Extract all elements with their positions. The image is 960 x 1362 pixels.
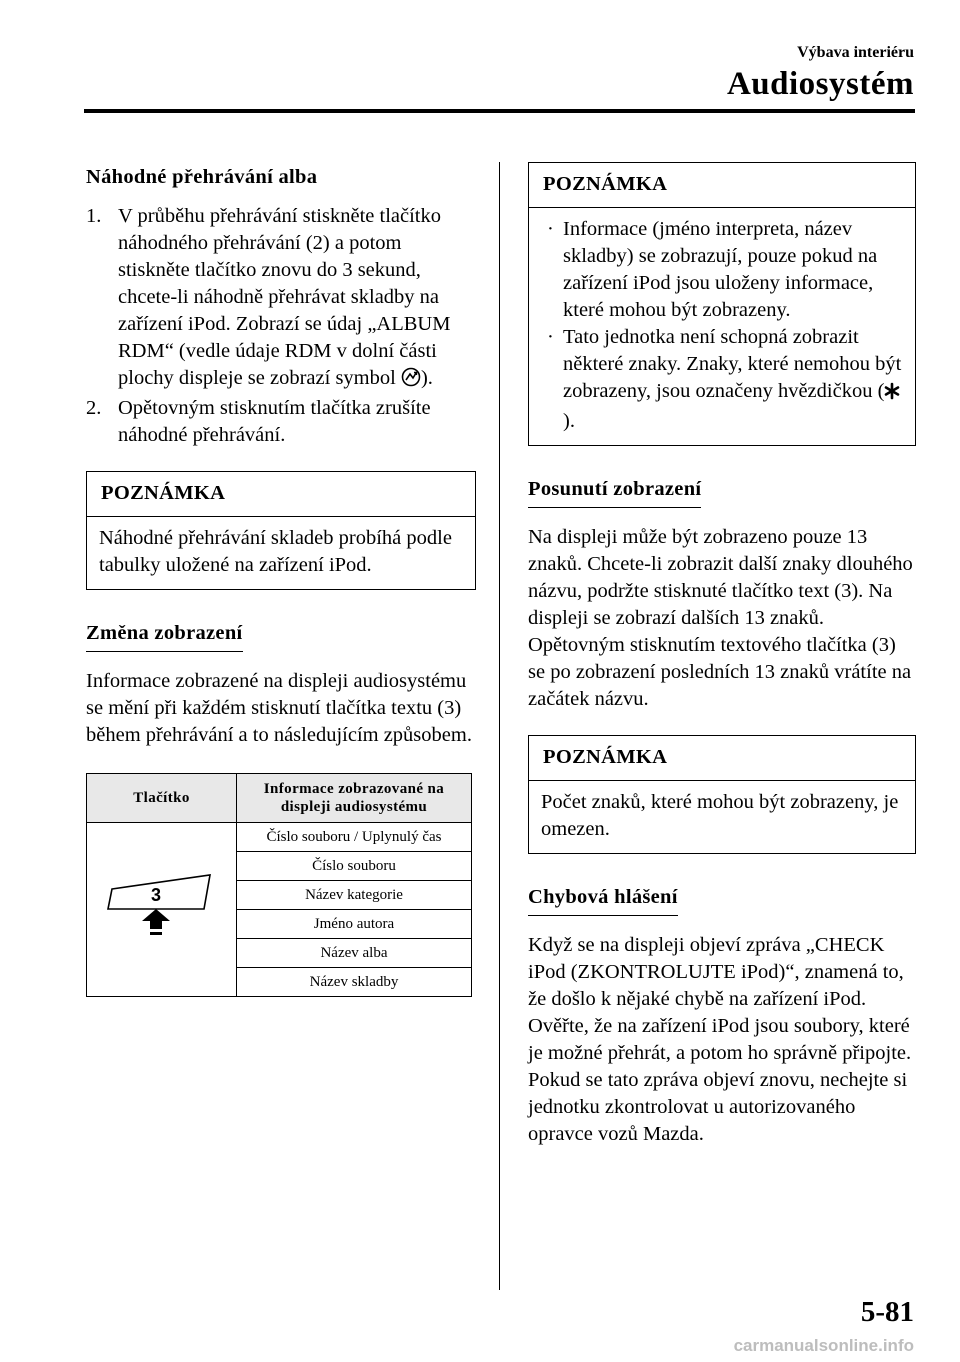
button-label: 3: [150, 885, 161, 905]
note-item: [541, 324, 903, 435]
note-box-chars: [528, 735, 916, 854]
random-symbol-icon: [401, 367, 421, 395]
display-change-text: Informace zobrazené na displeji audiosystému se mění při každém stisknutí tlačítka textu (3) během přehrávání a to následujícím způsobem.: [86, 670, 472, 746]
left-column: [86, 164, 476, 997]
step-text: Opětovným stisknutím tlačítka zrušíte náhodné přehrávání.: [118, 397, 431, 446]
table-cell: Jméno autora: [237, 910, 472, 939]
table-cell: Číslo souboru: [237, 852, 472, 881]
right-column: [528, 164, 916, 1148]
table-header-button: Tlačítko: [87, 774, 237, 823]
note-box-random: [86, 471, 476, 590]
step-1: [86, 203, 476, 395]
step-2: [86, 395, 476, 449]
random-album-heading: Náhodné přehrávání alba: [86, 166, 318, 188]
page-title: Audiosystém: [726, 66, 914, 102]
step-number: 1.: [86, 205, 102, 227]
error-heading: Chybová hlášení: [528, 884, 678, 916]
text-button-3-icon: [106, 871, 218, 943]
display-change-heading: Změna zobrazení: [86, 620, 243, 652]
note-text: Počet znaků, které mohou být zobrazeny, je omezen.: [541, 791, 899, 840]
section-label: Výbava interiéru: [797, 44, 914, 61]
note-item-text-end: ).: [563, 410, 575, 432]
table-row: [87, 823, 472, 852]
step-text: V průběhu přehrávání stiskněte tlačítko náhodného přehrávání (2) a potom stiskněte tlačítko znovu do 3 sekund, chcete-li náhodně přehrávat skladby na zařízení iPod. Zobrazí se údaj „ALBUM RDM“ (vedle údaje RDM v dolní části plochy displeje se zobrazí symbol: [118, 205, 451, 389]
step-number: 2.: [86, 397, 102, 419]
note-body: [529, 208, 915, 445]
table-cell: Název kategorie: [237, 881, 472, 910]
header-rule: [84, 109, 915, 113]
bullet: ·: [547, 218, 554, 240]
note-title: POZNÁMKA: [529, 163, 915, 208]
error-text: Když se na displeji objeví zpráva „CHECK iPod (ZKONTROLUJTE iPod)“, znamená to, že došlo k nějaké chybě na zařízení iPod. Ověřte, že na zařízení iPod jsou soubory, které je možné přehrát, a potom ho správně připojte. Pokud se tato zpráva objeví znovu, nechejte si jednotku zkontrolovat u autorizovaného opravce vozů Mazda.: [528, 934, 912, 1145]
note-item: [541, 216, 903, 324]
page-number: 5-81: [860, 1296, 914, 1328]
table-header-info: Informace zobrazované na displeji audiosystému: [237, 774, 472, 823]
scroll-heading: Posunutí zobrazení: [528, 476, 701, 508]
note-item-text: Tato jednotka není schopná zobrazit některé znaky. Znaky, které nemohou být zobrazeny, jsou označeny hvězdičkou (: [563, 326, 902, 402]
note-title: POZNÁMKA: [529, 736, 915, 781]
display-info-table: [86, 773, 472, 997]
table-cell: Název skladby: [237, 968, 472, 997]
table-cell: Název alba: [237, 939, 472, 968]
text-button-cell: [87, 823, 237, 997]
note-title: POZNÁMKA: [87, 472, 475, 517]
bullet: ·: [547, 326, 554, 348]
note-box-display: [528, 162, 916, 446]
step-text-end: ).: [420, 367, 433, 389]
asterisk-icon: [884, 381, 900, 408]
note-item-text: Informace (jméno interpreta, název skladby) se zobrazují, pouze pokud na zařízení iPod jsou uloženy informace, které mohou být zobrazeny.: [563, 218, 878, 321]
column-divider: [499, 162, 500, 1290]
scroll-text: Na displeji může být zobrazeno pouze 13 znaků. Chcete-li zobrazit další znaky dlouhého názvu, podržte stisknuté tlačítko text (3). Na displeji se zobrazí dalších 13 znaků. Opětovným stisknutím textového tlačítka (3) se po zobrazení posledních 13 znaků vrátíte na začátek názvu.: [528, 526, 913, 710]
table-cell: Číslo souboru / Uplynulý čas: [237, 823, 472, 852]
random-album-steps: [86, 203, 476, 449]
watermark: carmanualsonline.info: [733, 1336, 914, 1355]
note-text: Náhodné přehrávání skladeb probíhá podle tabulky uložené na zařízení iPod.: [99, 527, 452, 576]
